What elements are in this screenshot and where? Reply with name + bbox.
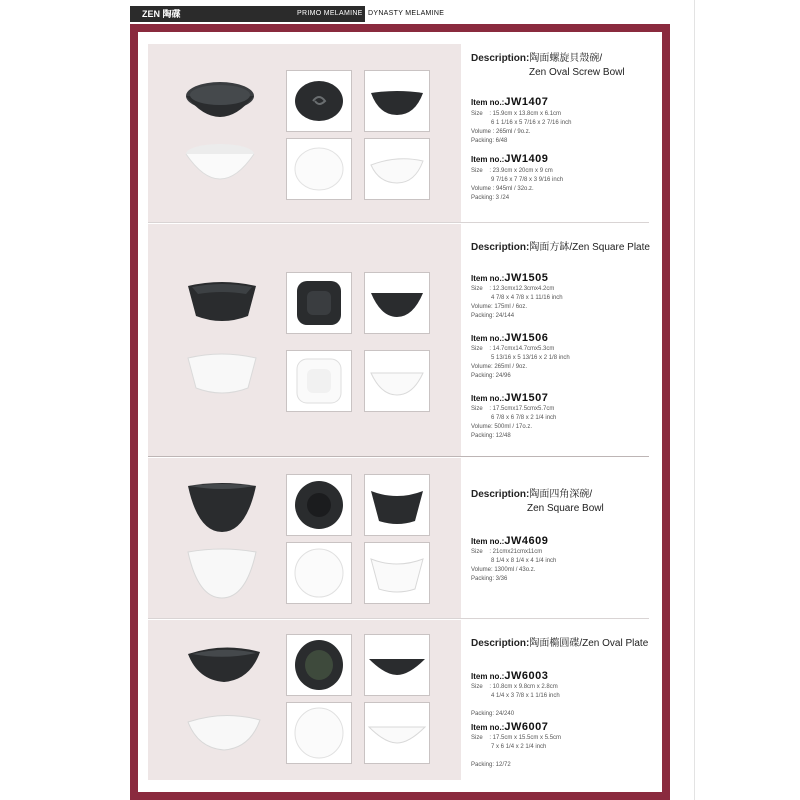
size-inch: 9 7/16 x 7 7/8 x 3 9/16 inch — [491, 177, 564, 183]
size-cm: : 14.7cmx14.7cmx5.3cm — [489, 346, 555, 352]
item-number-jw6007 — [471, 721, 548, 733]
brand-primo: PRIMO MELAMINE — [297, 10, 363, 17]
volume: Volume : 945ml / 32o.z. — [471, 186, 534, 192]
item-code: JW1506 — [504, 332, 549, 344]
size-label: Size — [471, 346, 483, 352]
description-screw-bowl — [471, 52, 625, 80]
item-number-jw4609 — [471, 535, 548, 547]
black-square-bowl-top-photo — [286, 474, 352, 536]
section-divider — [148, 222, 649, 223]
description-cn: 陶面四角深碗/ — [529, 489, 593, 500]
size-cm: : 10.8cm x 9.8cm x 2.8cm — [489, 684, 558, 690]
packing: Packing: 12/72 — [471, 762, 511, 768]
packing: Packing: 24/240 — [471, 711, 515, 717]
spec-jw4609 — [471, 548, 556, 584]
section-divider — [148, 618, 649, 619]
description-square-plate — [471, 241, 650, 255]
size-cm: : 12.3cmx12.3cmx4.2cm — [489, 286, 555, 292]
spec-jw1407 — [471, 110, 571, 146]
size-label: Size — [471, 406, 483, 412]
item-label: Item no.: — [471, 723, 505, 732]
black-square-plate-image — [182, 278, 262, 328]
spec-jw1409 — [471, 167, 563, 203]
packing: Packing: 3 /24 — [471, 195, 510, 201]
size-cm: : 17.5cm x 15.5cm x 5.5cm — [489, 735, 562, 741]
size-inch: 4 7/8 x 4 7/8 x 1 11/16 inch — [491, 295, 563, 301]
item-label: Item no.: — [471, 274, 505, 283]
description-en: Zen Oval Screw Bowl — [529, 67, 625, 78]
volume: Volume: 265ml / 9oz. — [471, 364, 528, 370]
black-oval-plate-side-photo — [364, 634, 430, 696]
description-cn: 陶面方缽/Zen Square Plate — [529, 242, 650, 253]
item-label: Item no.: — [471, 394, 505, 403]
item-number-jw1409 — [471, 153, 548, 165]
white-screw-bowl-top-photo — [286, 138, 352, 200]
item-code: JW1407 — [504, 96, 549, 108]
black-oval-plate-top-photo — [286, 634, 352, 696]
size-label: Size — [471, 111, 483, 117]
black-square-bowl-image — [184, 478, 260, 536]
size-label: Size — [471, 684, 483, 690]
size-label: Size — [471, 735, 483, 741]
series-title: ZEN 陶碟 — [130, 6, 190, 22]
white-oval-plate-side-photo — [364, 702, 430, 764]
spec-jw6007 — [471, 734, 561, 770]
black-screw-bowl-side-photo — [364, 70, 430, 132]
size-inch: 8 1/4 x 8 1/4 x 4 1/4 inch — [491, 558, 557, 564]
description-label: Description: — [471, 53, 530, 64]
volume: Volume : 265ml / 9o.z. — [471, 129, 531, 135]
item-number-jw1407 — [471, 96, 548, 108]
item-number-jw1505 — [471, 272, 548, 284]
packing: Packing: 24/96 — [471, 373, 511, 379]
volume: Volume: 500ml / 17o.z. — [471, 424, 533, 430]
black-square-bowl-side-photo — [364, 474, 430, 536]
spec-jw1507 — [471, 405, 556, 441]
item-code: JW4609 — [504, 535, 549, 547]
size-inch: 4 1/4 x 3 7/8 x 1 1/16 inch — [491, 693, 560, 699]
item-code: JW6007 — [504, 721, 549, 733]
item-label: Item no.: — [471, 334, 505, 343]
black-oval-bowl-image — [180, 76, 260, 126]
series-tag — [130, 6, 190, 22]
product-panel-square-plate — [148, 224, 461, 456]
spec-jw1505 — [471, 285, 563, 321]
description-label: Description: — [471, 638, 530, 649]
white-square-bowl-side-photo — [364, 542, 430, 604]
size-cm: : 15.9cm x 13.8cm x 6.1cm — [489, 111, 562, 117]
item-label: Item no.: — [471, 672, 505, 681]
description-cn: 陶面橢圓碟/Zen Oval Plate — [529, 638, 649, 649]
item-number-jw6003 — [471, 670, 548, 682]
black-square-plate-side-photo — [364, 272, 430, 334]
packing: Packing: 24/144 — [471, 313, 515, 319]
item-code: JW6003 — [504, 670, 549, 682]
size-inch: 7 x 6 1/4 x 2 1/4 inch — [491, 744, 547, 750]
packing: Packing: 6/48 — [471, 138, 508, 144]
white-square-plate-top-photo — [286, 350, 352, 412]
item-label: Item no.: — [471, 537, 505, 546]
section-divider — [148, 456, 649, 457]
item-number-jw1507 — [471, 392, 548, 404]
size-cm: : 23.9cm x 20cm x 9 cm — [489, 168, 553, 174]
packing: Packing: 12/48 — [471, 433, 511, 439]
size-cm: : 21cmx21cmx11cm — [489, 549, 543, 555]
white-oval-bowl-image — [180, 140, 260, 190]
description-label: Description: — [471, 242, 530, 253]
size-inch: 5 13/16 x 5 13/16 x 2 1/8 inch — [491, 355, 570, 361]
packing: Packing: 3/36 — [471, 576, 508, 582]
item-number-jw1506 — [471, 332, 548, 344]
white-square-plate-image — [182, 350, 262, 400]
white-oval-plate-image — [184, 708, 264, 754]
size-label: Size — [471, 168, 483, 174]
spec-jw1506 — [471, 345, 570, 381]
page-edge-line — [694, 0, 695, 800]
size-label: Size — [471, 549, 483, 555]
white-square-plate-side-photo — [364, 350, 430, 412]
black-oval-plate-image — [184, 640, 264, 686]
description-label: Description: — [471, 489, 530, 500]
white-square-bowl-top-photo — [286, 542, 352, 604]
white-screw-bowl-side-photo — [364, 138, 430, 200]
item-label: Item no.: — [471, 155, 505, 164]
white-square-bowl-image — [184, 544, 260, 602]
brand-dynasty: DYNASTY MELAMINE — [365, 6, 488, 22]
description-oval-plate — [471, 637, 648, 651]
item-label: Item no.: — [471, 98, 505, 107]
black-screw-bowl-top-photo — [286, 70, 352, 132]
size-inch: 6 1 1/16 x 5 7/16 x 2 7/16 inch — [491, 120, 572, 126]
volume: Volume: 175ml / 6oz. — [471, 304, 528, 310]
white-oval-plate-top-photo — [286, 702, 352, 764]
description-square-bowl — [471, 488, 604, 516]
size-label: Size — [471, 286, 483, 292]
size-cm: : 17.5cmx17.5cmx5.7cm — [489, 406, 555, 412]
black-square-plate-top-photo — [286, 272, 352, 334]
description-en: Zen Square Bowl — [527, 503, 604, 514]
description-cn: 陶面螺旋貝殼碗/ — [529, 53, 603, 64]
item-code: JW1507 — [504, 392, 549, 404]
size-inch: 6 7/8 x 6 7/8 x 2 1/4 inch — [491, 415, 557, 421]
item-code: JW1409 — [504, 153, 549, 165]
item-code: JW1505 — [504, 272, 549, 284]
spec-jw6003 — [471, 683, 560, 719]
volume: Volume: 1300ml / 43o.z. — [471, 567, 536, 573]
